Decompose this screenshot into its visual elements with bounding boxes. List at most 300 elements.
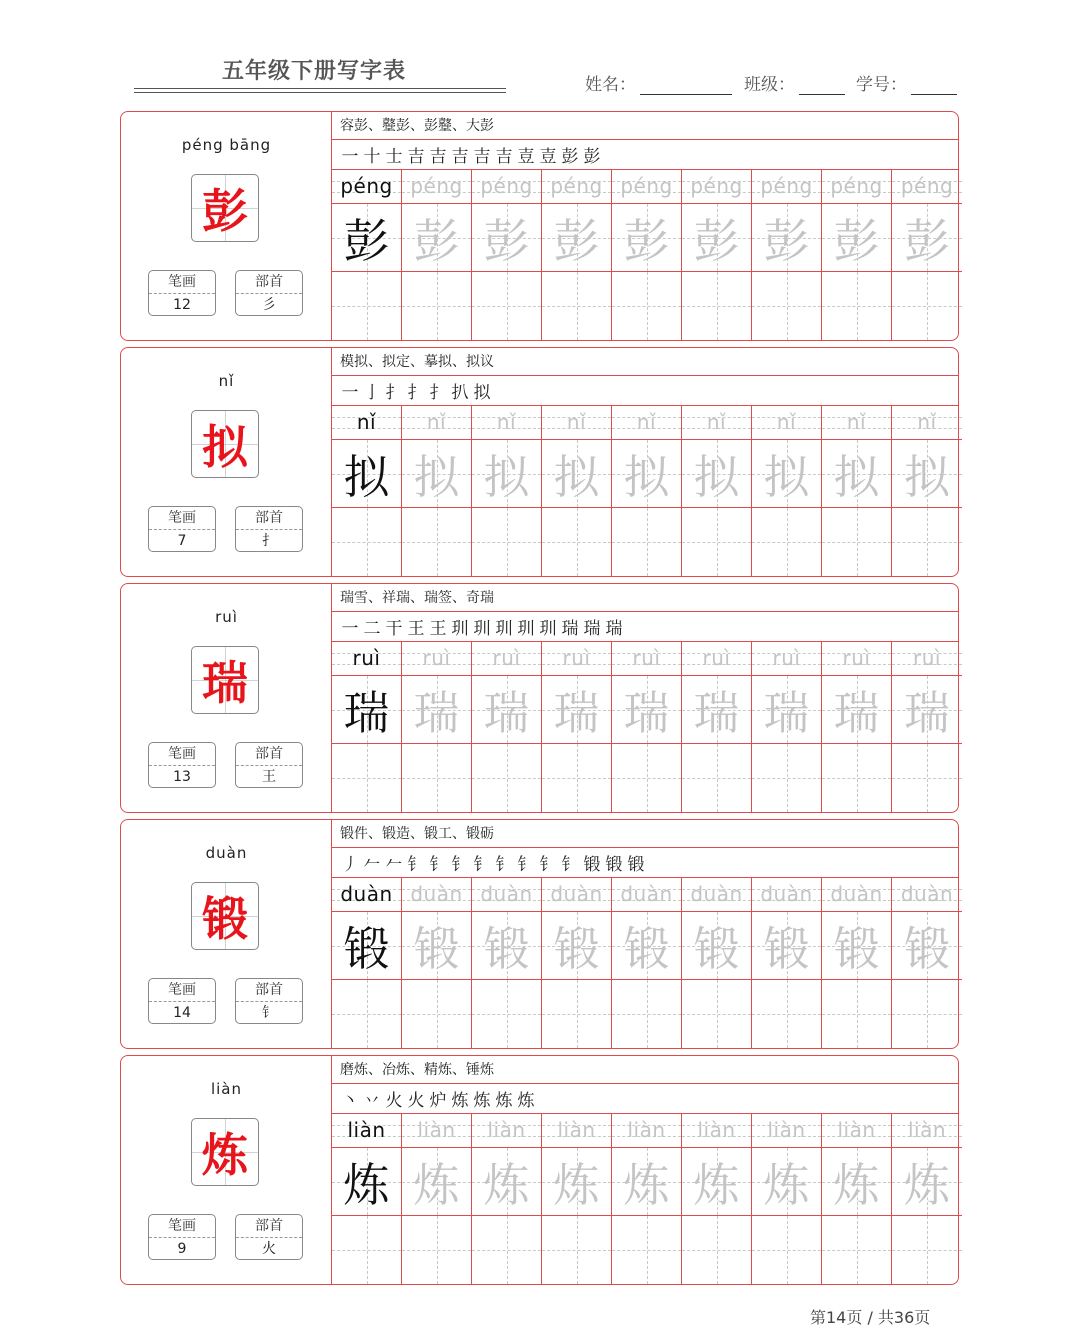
character-trace-cell[interactable] bbox=[892, 912, 962, 980]
name-blank[interactable] bbox=[640, 74, 732, 95]
blank-practice-cell[interactable] bbox=[402, 508, 472, 576]
character-trace-cell[interactable] bbox=[542, 912, 612, 980]
stroke-step: 炼 bbox=[495, 1091, 513, 1111]
blank-practice-cell[interactable] bbox=[332, 980, 402, 1048]
character-trace-cell[interactable] bbox=[752, 676, 822, 744]
stroke-count-label: 笔画 bbox=[149, 1215, 215, 1238]
character-trace-cell[interactable] bbox=[612, 676, 682, 744]
stroke-step: 士 bbox=[385, 147, 403, 167]
pinyin-trace-cell[interactable] bbox=[612, 642, 682, 676]
character-trace-cell[interactable] bbox=[892, 676, 962, 744]
trace-character: 锻 bbox=[763, 921, 810, 976]
trace-character: 瑞 bbox=[693, 685, 740, 740]
pinyin-trace-cell[interactable] bbox=[822, 170, 892, 204]
character-trace-cell[interactable] bbox=[752, 440, 822, 508]
pinyin-trace-cell[interactable] bbox=[682, 642, 752, 676]
main-character: 彭 bbox=[202, 184, 248, 238]
trace-character: 彭 bbox=[693, 213, 740, 268]
pinyin-trace-cell[interactable] bbox=[892, 170, 962, 204]
blank-practice-cell[interactable] bbox=[752, 508, 822, 576]
blank-practice-cell[interactable] bbox=[402, 980, 472, 1048]
class-blank[interactable] bbox=[799, 74, 845, 95]
trace-character: 拟 bbox=[904, 449, 950, 504]
blank-practice-cell[interactable] bbox=[542, 272, 612, 340]
trace-character: 瑞 bbox=[483, 685, 530, 740]
pinyin-trace-cell[interactable] bbox=[892, 642, 962, 676]
character-card bbox=[120, 1055, 959, 1285]
stroke-step: 王 bbox=[429, 619, 447, 639]
character-trace-cell[interactable] bbox=[542, 676, 612, 744]
blank-practice-cell[interactable] bbox=[402, 744, 472, 812]
stroke-step: 亅 bbox=[363, 383, 381, 403]
character-trace-cell[interactable] bbox=[472, 440, 542, 508]
character-card bbox=[120, 583, 959, 813]
radical-label: 部首 bbox=[236, 507, 302, 530]
trace-character: 瑞 bbox=[763, 685, 810, 740]
model-character: 拟 bbox=[343, 449, 390, 504]
stroke-count-value: 14 bbox=[173, 1005, 191, 1021]
pinyin-trace-cell[interactable] bbox=[752, 878, 822, 912]
example-words: 瑞雪、祥瑞、瑞签、奇瑞 bbox=[332, 584, 959, 612]
page-title: 五年级下册写字表 bbox=[222, 59, 407, 84]
pinyin-label: nǐ bbox=[218, 372, 235, 390]
stroke-count-value: 9 bbox=[177, 1241, 187, 1257]
blank-practice-cell[interactable] bbox=[682, 1216, 752, 1284]
trace-pinyin: liàn bbox=[417, 1118, 456, 1142]
character-trace-cell[interactable] bbox=[472, 912, 542, 980]
stroke-step: 扌 bbox=[385, 383, 403, 403]
stroke-step: 𠂉 bbox=[385, 855, 403, 875]
pinyin-trace-cell[interactable] bbox=[682, 406, 752, 440]
character-info-panel bbox=[121, 112, 332, 340]
model-character: 锻 bbox=[343, 921, 390, 976]
student-id-field bbox=[856, 70, 957, 95]
blank-practice-cell[interactable] bbox=[822, 1216, 892, 1284]
blank-practice-cell[interactable] bbox=[472, 744, 542, 812]
model-pinyin: ruì bbox=[352, 646, 381, 670]
blank-practice-cell[interactable] bbox=[752, 272, 822, 340]
character-trace-cell[interactable] bbox=[892, 204, 962, 272]
blank-practice-cell[interactable] bbox=[612, 980, 682, 1048]
trace-character: 彭 bbox=[833, 213, 880, 268]
pinyin-model-cell[interactable] bbox=[332, 170, 402, 204]
page-number: 第14页 / 共36页 bbox=[810, 1308, 931, 1327]
trace-character: 瑞 bbox=[833, 685, 880, 740]
character-model-cell[interactable] bbox=[332, 676, 402, 744]
stroke-step: 吉 bbox=[429, 147, 447, 167]
stroke-step: 炼 bbox=[451, 1091, 469, 1111]
character-trace-cell[interactable] bbox=[682, 440, 752, 508]
character-card bbox=[120, 347, 959, 577]
trace-character: 彭 bbox=[553, 213, 600, 268]
pinyin-trace-cell[interactable] bbox=[682, 1114, 752, 1148]
model-pinyin: duàn bbox=[340, 882, 393, 906]
pinyin-trace-cell[interactable] bbox=[542, 642, 612, 676]
stroke-count-value: 7 bbox=[177, 533, 187, 549]
pinyin-trace-cell[interactable] bbox=[822, 1114, 892, 1148]
pinyin-trace-cell[interactable] bbox=[892, 406, 962, 440]
trace-character: 彭 bbox=[623, 213, 670, 268]
character-trace-cell[interactable] bbox=[612, 912, 682, 980]
stroke-count-box bbox=[148, 1214, 216, 1260]
blank-practice-cell[interactable] bbox=[892, 1216, 962, 1284]
blank-practice-cell[interactable] bbox=[472, 1216, 542, 1284]
blank-practice-cell[interactable] bbox=[472, 508, 542, 576]
character-trace-cell[interactable] bbox=[752, 1148, 822, 1216]
trace-pinyin: ruì bbox=[422, 646, 451, 670]
stroke-step: 钅 bbox=[429, 855, 447, 875]
pinyin-trace-cell[interactable] bbox=[402, 1114, 472, 1148]
blank-practice-cell[interactable] bbox=[892, 744, 962, 812]
character-trace-cell[interactable] bbox=[822, 1148, 892, 1216]
character-model-cell[interactable] bbox=[332, 912, 402, 980]
radical-label: 部首 bbox=[236, 743, 302, 766]
worksheet-header bbox=[0, 0, 1080, 110]
practice-panel bbox=[332, 1056, 959, 1284]
stroke-step: 吉 bbox=[473, 147, 491, 167]
stroke-count-label: 笔画 bbox=[149, 271, 215, 294]
pinyin-trace-cell[interactable] bbox=[472, 406, 542, 440]
character-trace-cell[interactable] bbox=[752, 912, 822, 980]
main-character: 锻 bbox=[202, 892, 248, 946]
trace-character: 炼 bbox=[623, 1157, 670, 1212]
trace-character: 拟 bbox=[553, 449, 600, 504]
stroke-count-label: 笔画 bbox=[149, 743, 215, 766]
blank-practice-cell[interactable] bbox=[752, 1216, 822, 1284]
stroke-step: 一 bbox=[341, 383, 359, 403]
pinyin-trace-cell[interactable] bbox=[402, 642, 472, 676]
blank-practice-cell[interactable] bbox=[682, 272, 752, 340]
radical-value: 彡 bbox=[262, 297, 276, 313]
trace-pinyin: liàn bbox=[487, 1118, 526, 1142]
character-trace-cell[interactable] bbox=[682, 1148, 752, 1216]
pinyin-trace-cell[interactable] bbox=[612, 878, 682, 912]
blank-practice-cell[interactable] bbox=[612, 272, 682, 340]
trace-character: 瑞 bbox=[413, 685, 460, 740]
pinyin-trace-cell[interactable] bbox=[752, 642, 822, 676]
character-box bbox=[191, 646, 259, 714]
stroke-step: 彭 bbox=[583, 147, 601, 167]
pinyin-trace-cell[interactable] bbox=[822, 878, 892, 912]
pinyin-trace-cell[interactable] bbox=[822, 406, 892, 440]
blank-practice-cell[interactable] bbox=[822, 980, 892, 1048]
character-trace-cell[interactable] bbox=[402, 204, 472, 272]
trace-pinyin: péng bbox=[480, 174, 533, 198]
stroke-step: 钅 bbox=[561, 855, 579, 875]
character-trace-cell[interactable] bbox=[682, 204, 752, 272]
stroke-step: 瑞 bbox=[605, 619, 623, 639]
practice-grid bbox=[332, 170, 959, 340]
character-model-cell[interactable] bbox=[332, 1148, 402, 1216]
trace-character: 瑞 bbox=[904, 685, 950, 740]
model-pinyin: liàn bbox=[347, 1118, 386, 1142]
character-trace-cell[interactable] bbox=[612, 440, 682, 508]
character-box bbox=[191, 1118, 259, 1186]
main-character: 瑞 bbox=[202, 656, 248, 710]
pinyin-trace-cell[interactable] bbox=[752, 170, 822, 204]
character-info-panel bbox=[121, 348, 332, 576]
model-pinyin: péng bbox=[340, 174, 393, 198]
blank-practice-cell[interactable] bbox=[822, 508, 892, 576]
pinyin-model-cell[interactable] bbox=[332, 642, 402, 676]
character-trace-cell[interactable] bbox=[682, 676, 752, 744]
stroke-step: 扌 bbox=[407, 383, 425, 403]
pinyin-trace-cell[interactable] bbox=[542, 1114, 612, 1148]
blank-practice-cell[interactable] bbox=[542, 744, 612, 812]
character-info-panel bbox=[121, 1056, 332, 1284]
practice-grid bbox=[332, 406, 959, 576]
trace-character: 锻 bbox=[413, 921, 460, 976]
pinyin-trace-cell[interactable] bbox=[402, 406, 472, 440]
trace-character: 拟 bbox=[483, 449, 530, 504]
stroke-step: 吉 bbox=[495, 147, 513, 167]
character-card bbox=[120, 111, 959, 341]
blank-practice-cell[interactable] bbox=[822, 272, 892, 340]
pinyin-trace-cell[interactable] bbox=[822, 642, 892, 676]
pinyin-label: péng bāng bbox=[181, 136, 272, 154]
blank-practice-cell[interactable] bbox=[542, 508, 612, 576]
practice-panel bbox=[332, 348, 959, 576]
character-trace-cell[interactable] bbox=[752, 204, 822, 272]
character-trace-cell[interactable] bbox=[822, 676, 892, 744]
pinyin-label: ruì bbox=[215, 608, 238, 626]
character-trace-cell[interactable] bbox=[892, 1148, 962, 1216]
trace-character: 锻 bbox=[693, 921, 740, 976]
character-trace-cell[interactable] bbox=[822, 440, 892, 508]
pinyin-trace-cell[interactable] bbox=[472, 1114, 542, 1148]
trace-character: 拟 bbox=[763, 449, 810, 504]
character-trace-cell[interactable] bbox=[822, 912, 892, 980]
stroke-step: 锻 bbox=[627, 855, 645, 875]
trace-character: 瑞 bbox=[553, 685, 600, 740]
character-trace-cell[interactable] bbox=[472, 676, 542, 744]
trace-pinyin: duàn bbox=[830, 882, 883, 906]
pinyin-trace-cell[interactable] bbox=[402, 170, 472, 204]
example-words: 锻件、锻造、锻工、锻砺 bbox=[332, 820, 959, 848]
trace-pinyin: duàn bbox=[480, 882, 533, 906]
pinyin-trace-cell[interactable] bbox=[682, 170, 752, 204]
trace-character: 锻 bbox=[553, 921, 600, 976]
blank-practice-cell[interactable] bbox=[612, 508, 682, 576]
character-trace-cell[interactable] bbox=[402, 912, 472, 980]
model-character: 炼 bbox=[343, 1157, 390, 1212]
pinyin-trace-cell[interactable] bbox=[612, 170, 682, 204]
main-character: 炼 bbox=[202, 1128, 248, 1182]
trace-pinyin: nǐ bbox=[706, 410, 727, 434]
blank-practice-cell[interactable] bbox=[472, 980, 542, 1048]
stroke-step: 玔 bbox=[495, 619, 513, 639]
radical-value: 王 bbox=[262, 769, 276, 785]
blank-practice-cell[interactable] bbox=[472, 272, 542, 340]
trace-character: 炼 bbox=[413, 1157, 460, 1212]
stroke-step: 一 bbox=[341, 147, 359, 167]
trace-pinyin: nǐ bbox=[566, 410, 587, 434]
character-trace-cell[interactable] bbox=[682, 912, 752, 980]
stroke-order-row bbox=[332, 848, 959, 878]
pinyin-trace-cell[interactable] bbox=[402, 878, 472, 912]
student-id-blank[interactable] bbox=[911, 74, 957, 95]
pinyin-model-cell[interactable] bbox=[332, 878, 402, 912]
blank-practice-cell[interactable] bbox=[332, 508, 402, 576]
pinyin-trace-cell[interactable] bbox=[682, 878, 752, 912]
character-model-cell[interactable] bbox=[332, 204, 402, 272]
trace-pinyin: ruì bbox=[492, 646, 521, 670]
trace-pinyin: duàn bbox=[690, 882, 743, 906]
model-character: 彭 bbox=[343, 213, 390, 268]
trace-pinyin: nǐ bbox=[776, 410, 797, 434]
blank-practice-cell[interactable] bbox=[332, 1216, 402, 1284]
stroke-count-box bbox=[148, 506, 216, 552]
trace-pinyin: nǐ bbox=[426, 410, 447, 434]
trace-character: 彭 bbox=[763, 213, 810, 268]
blank-practice-cell[interactable] bbox=[682, 980, 752, 1048]
character-trace-cell[interactable] bbox=[612, 1148, 682, 1216]
character-trace-cell[interactable] bbox=[402, 676, 472, 744]
pinyin-trace-cell[interactable] bbox=[752, 406, 822, 440]
stroke-count-box bbox=[148, 742, 216, 788]
trace-pinyin: liàn bbox=[907, 1118, 947, 1142]
stroke-step: 钅 bbox=[539, 855, 557, 875]
practice-panel bbox=[332, 112, 959, 340]
stroke-step: 钅 bbox=[407, 855, 425, 875]
trace-pinyin: liàn bbox=[627, 1118, 666, 1142]
pinyin-trace-cell[interactable] bbox=[472, 878, 542, 912]
blank-practice-cell[interactable] bbox=[682, 508, 752, 576]
character-info-panel bbox=[121, 820, 332, 1048]
stroke-step: 炼 bbox=[517, 1091, 535, 1111]
stroke-step: 拟 bbox=[473, 383, 491, 403]
pinyin-trace-cell[interactable] bbox=[542, 878, 612, 912]
character-trace-cell[interactable] bbox=[822, 204, 892, 272]
stroke-count-label: 笔画 bbox=[149, 979, 215, 1002]
radical-value: 钅 bbox=[262, 1005, 276, 1021]
pinyin-trace-cell[interactable] bbox=[892, 878, 962, 912]
pinyin-trace-cell[interactable] bbox=[892, 1114, 962, 1148]
trace-pinyin: duàn bbox=[760, 882, 813, 906]
trace-pinyin: liàn bbox=[767, 1118, 806, 1142]
stroke-step: 扌 bbox=[429, 383, 447, 403]
blank-practice-cell[interactable] bbox=[752, 744, 822, 812]
trace-pinyin: liàn bbox=[837, 1118, 876, 1142]
practice-panel bbox=[332, 820, 959, 1048]
radical-box bbox=[235, 742, 303, 788]
stroke-step: 钅 bbox=[451, 855, 469, 875]
trace-pinyin: péng bbox=[760, 174, 813, 198]
stroke-count-box bbox=[148, 978, 216, 1024]
stroke-step: 玔 bbox=[451, 619, 469, 639]
blank-practice-cell[interactable] bbox=[542, 980, 612, 1048]
blank-practice-cell[interactable] bbox=[402, 272, 472, 340]
blank-practice-cell[interactable] bbox=[752, 980, 822, 1048]
trace-character: 炼 bbox=[483, 1157, 530, 1212]
character-trace-cell[interactable] bbox=[472, 204, 542, 272]
stroke-step: 十 bbox=[363, 147, 381, 167]
character-model-cell[interactable] bbox=[332, 440, 402, 508]
blank-practice-cell[interactable] bbox=[402, 1216, 472, 1284]
blank-practice-cell[interactable] bbox=[682, 744, 752, 812]
title-underline bbox=[134, 88, 506, 89]
trace-pinyin: ruì bbox=[772, 646, 801, 670]
character-trace-cell[interactable] bbox=[612, 204, 682, 272]
trace-character: 拟 bbox=[693, 449, 740, 504]
pinyin-trace-cell[interactable] bbox=[752, 1114, 822, 1148]
pinyin-model-cell[interactable] bbox=[332, 1114, 402, 1148]
stroke-step: 干 bbox=[385, 619, 403, 639]
trace-pinyin: ruì bbox=[562, 646, 591, 670]
trace-pinyin: péng bbox=[620, 174, 673, 198]
stroke-step: 彭 bbox=[561, 147, 579, 167]
trace-character: 拟 bbox=[833, 449, 880, 504]
blank-practice-cell[interactable] bbox=[332, 272, 402, 340]
character-trace-cell[interactable] bbox=[402, 440, 472, 508]
pinyin-trace-cell[interactable] bbox=[612, 406, 682, 440]
trace-character: 彭 bbox=[413, 213, 460, 268]
name-field bbox=[585, 70, 732, 95]
stroke-step: 丶 bbox=[341, 1091, 359, 1111]
blank-practice-cell[interactable] bbox=[892, 508, 962, 576]
radical-box bbox=[235, 978, 303, 1024]
character-trace-cell[interactable] bbox=[892, 440, 962, 508]
class-field bbox=[744, 70, 845, 95]
trace-pinyin: duàn bbox=[620, 882, 673, 906]
radical-box bbox=[235, 506, 303, 552]
example-words: 容彭、鼞彭、彭鼞、大彭 bbox=[332, 112, 959, 140]
trace-character: 拟 bbox=[413, 449, 460, 504]
radical-box bbox=[235, 270, 303, 316]
stroke-step: 火 bbox=[385, 1091, 403, 1111]
character-trace-cell[interactable] bbox=[402, 1148, 472, 1216]
stroke-step: 锻 bbox=[583, 855, 601, 875]
character-box bbox=[191, 174, 259, 242]
radical-label: 部首 bbox=[236, 1215, 302, 1238]
blank-practice-cell[interactable] bbox=[612, 744, 682, 812]
pinyin-trace-cell[interactable] bbox=[542, 170, 612, 204]
trace-character: 炼 bbox=[833, 1157, 880, 1212]
stroke-step: 壴 bbox=[517, 147, 535, 167]
stroke-step: 火 bbox=[407, 1091, 425, 1111]
blank-practice-cell[interactable] bbox=[892, 272, 962, 340]
trace-character: 彭 bbox=[904, 213, 950, 268]
stroke-step: 吉 bbox=[407, 147, 425, 167]
example-words: 模拟、拟定、摹拟、拟议 bbox=[332, 348, 959, 376]
stroke-step: 钅 bbox=[473, 855, 491, 875]
pinyin-model-cell[interactable] bbox=[332, 406, 402, 440]
blank-practice-cell[interactable] bbox=[822, 744, 892, 812]
trace-character: 锻 bbox=[833, 921, 880, 976]
trace-character: 锻 bbox=[623, 921, 670, 976]
pinyin-trace-cell[interactable] bbox=[472, 170, 542, 204]
character-trace-cell[interactable] bbox=[472, 1148, 542, 1216]
trace-pinyin: ruì bbox=[702, 646, 731, 670]
blank-practice-cell[interactable] bbox=[332, 744, 402, 812]
blank-practice-cell[interactable] bbox=[542, 1216, 612, 1284]
character-trace-cell[interactable] bbox=[542, 204, 612, 272]
character-trace-cell[interactable] bbox=[542, 1148, 612, 1216]
pinyin-trace-cell[interactable] bbox=[542, 406, 612, 440]
character-card bbox=[120, 819, 959, 1049]
character-trace-cell[interactable] bbox=[542, 440, 612, 508]
blank-practice-cell[interactable] bbox=[892, 980, 962, 1048]
pinyin-trace-cell[interactable] bbox=[472, 642, 542, 676]
character-info-panel bbox=[121, 584, 332, 812]
pinyin-trace-cell[interactable] bbox=[612, 1114, 682, 1148]
trace-character: 瑞 bbox=[623, 685, 670, 740]
stroke-order-row bbox=[332, 140, 959, 170]
blank-practice-cell[interactable] bbox=[612, 1216, 682, 1284]
stroke-step: 扒 bbox=[451, 383, 469, 403]
trace-pinyin: nǐ bbox=[636, 410, 657, 434]
trace-character: 彭 bbox=[483, 213, 530, 268]
